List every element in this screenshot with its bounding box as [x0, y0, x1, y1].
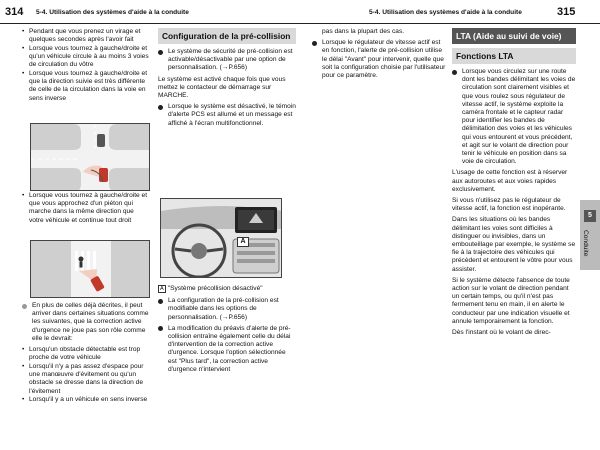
bullet-list-bottom [22, 346, 150, 404]
lta-item-1: Lorsque vous circulez sur une route dont les bandes délimitant les voies de circulation sont clairement visibles et que vous roulez sous régulateur de vitesse actif, le système exploite la caméra frontale et le capteur radar pour identifier les bandes de délimitation des voies et les véhicules qui vous entourent et vous précédent, et agit sur le volant de direction pour tenir le véhicule en position dans sa voie de circulation. [452, 68, 576, 166]
list-item: • Lorsque vous tournez à gauche/droite et que la direction suivie est très différente de celle de la circulation dans la voie en sens inverse [22, 70, 150, 103]
left-column-1 [22, 28, 150, 103]
section-title-lta: LTA (Aide au suivi de voie) [452, 28, 576, 44]
subsection-title-lta-functions: Fonctions LTA [452, 48, 576, 64]
left-header-title: 5-4. Utilisation des systèmes d'aide à la conduite [36, 9, 189, 16]
lta-paragraph-3: Dans les situations où les bandes délimitant les voies sont difficiles à distinguer ou invisibles, dans un embouteillage par exemple, le système se fie à la trajectoire des véhicules qui précèdent et entourent le vôtre pour vous assister. [452, 216, 576, 273]
continued-text: pas dans la plupart des cas. [322, 28, 405, 35]
list-item: • Lorsqu'il y a un véhicule en sens inverse [22, 396, 150, 404]
left-column-1-bottom [22, 302, 150, 405]
right-column-2 [452, 28, 576, 340]
list-item: • Lorsque vous tournez à gauche/droite et qu'un véhicule circule à au moins 3 voies de circulation du vôtre [22, 45, 150, 70]
intersection-illustration [31, 124, 150, 191]
list-item: • Lorsque vous tournez à gauche/droite et que vous approchez d'un piéton qui marche dans la même direction que votre véhicule et continue tout droit [22, 192, 150, 225]
chapter-tab-label: Conduite [582, 230, 589, 257]
lta-paragraph-1: L'usage de cette fonction est à réserver aux autoroutes et aux voies rapides exclusivement. [452, 169, 568, 193]
right-column-1 [312, 28, 448, 83]
list-item: • Lorsqu'il n'y a pas assez d'espace pour une manœuvre d'évitement ou qu'un obstacle se dresse dans la direction de l'évitement [22, 363, 150, 396]
caption-label-a: A [160, 286, 164, 292]
list-item: • Lorsqu'un obstacle détectable est trop proche de votre véhicule [22, 346, 150, 362]
left-column-2-bottom [158, 285, 296, 377]
left-page-header [0, 4, 300, 24]
chapter-tab-number: 5 [584, 210, 596, 222]
precollision-item-2: Lorsque le système est désactivé, le témoin d'alerte PCS est allumé et un message est affiché à l'écran multifonctionnel. [158, 103, 296, 128]
callout-a: A [237, 237, 249, 247]
precollision-note: Le système est activé chaque fois que vous mettez le contacteur de démarrage sur MARCHE. [158, 75, 286, 100]
left-column-2 [158, 28, 296, 131]
precollision-item-4: La modification du préavis d'alerte de pré-collision entraîne également celle du délai d'intervention de la correction active d'urgence. Lorsque l'option sélectionnée est "Plus tard", la correction active d'urgence n'intervient [158, 325, 296, 374]
pedestrian-illustration [31, 241, 150, 298]
bullet-list-mid [22, 192, 150, 225]
right-page [300, 0, 600, 450]
left-page-number: 314 [5, 6, 24, 18]
left-column-1-mid [22, 192, 150, 225]
lta-paragraph-4: Si le système détecte l'absence de toute action sur le volant de direction pendant un certain temps, ou qu'il n'est pas fermement tenu en main, il en alerte le conducteur par une indication visuelle et annule temporairement la fonction. [452, 276, 570, 325]
lta-paragraph-5: Dès l'instant où le volant de direc- [452, 329, 551, 337]
dashboard-illustration [161, 199, 282, 278]
right-header-title: 5-4. Utilisation des systèmes d'aide à la conduite [369, 9, 522, 16]
figure-pedestrian-turn [30, 240, 150, 298]
section-title-precollision: Configuration de la pré-collision [158, 28, 296, 44]
intro-paragraph: En plus de celles déjà décrites, il peut arriver dans certaines situations comme les suivantes, que la correction active d'urgence ne joue pas son rôle comme elle le devrait: [22, 302, 150, 343]
acc-item-1: Lorsque le régulateur de vitesse actif est en fonction, l'alerte de pré-collision utilise le délai "Avant" pour intervenir, quelle que soit la configuration choisie par l'utilisateur pour ce paramètre. [312, 39, 448, 80]
lta-paragraph-2: Si vous n'utilisez pas le régulateur de vitesse actif, la fonction est inopérante. [452, 197, 566, 213]
figure-dashboard [160, 198, 282, 278]
figure-caption [158, 285, 296, 293]
figure-turn-oncoming [30, 123, 150, 191]
precollision-item-1: Le système de sécurité de pré-collision est activable/désactivable par une option de personnalisation. (→P.656) [158, 48, 296, 73]
precollision-item-3: La configuration de la pré-collision est modifiable dans les options de personnalisation. (→P.656) [158, 297, 296, 322]
caption-text: "Système précollision désactivé" [167, 285, 263, 292]
right-page-number: 315 [557, 6, 576, 18]
bullet-list-top [22, 28, 150, 103]
list-item: • Pendant que vous prenez un virage et quelques secondes après l'avoir fait [22, 28, 150, 44]
right-page-header [300, 4, 600, 24]
